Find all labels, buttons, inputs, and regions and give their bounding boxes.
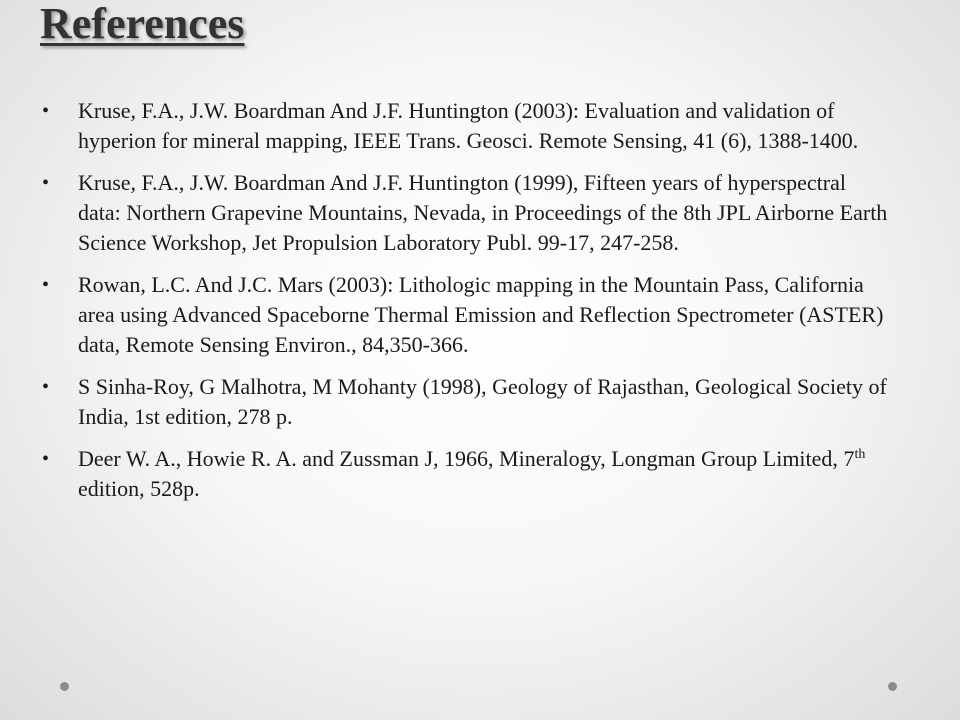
reference-item-3 <box>40 270 890 360</box>
ordinal-superscript: th <box>854 447 866 462</box>
bullet-icon: • <box>42 376 50 398</box>
reference-text <box>78 446 865 501</box>
reference-item-2 <box>40 168 890 258</box>
reference-item-4 <box>40 372 890 432</box>
slide-title: References <box>40 0 245 48</box>
reference-item-5 <box>40 444 890 504</box>
reference-text: Rowan, L.C. And J.C. Mars (2003): Lithologic mapping in the Mountain Pass, California area using Advanced Spaceborne Thermal Emission and Reflection Spectrometer (ASTER) data, Remote Sensing Environ., 84,350-366. <box>78 272 884 357</box>
reference-text: Kruse, F.A., J.W. Boardman And J.F. Huntington (2003): Evaluation and validation of hyperion for mineral mapping, IEEE Trans. Geosci. Remote Sensing, 41 (6), 1388-1400. <box>78 98 859 153</box>
reference-text: S Sinha-Roy, G Malhotra, M Mohanty (1998), Geology of Rajasthan, Geological Society of India, 1st edition, 278 p. <box>78 374 887 429</box>
bullet-icon: • <box>42 448 50 470</box>
reference-text: Kruse, F.A., J.W. Boardman And J.F. Huntington (1999), Fifteen years of hyperspectral data: Northern Grapevine Mountains, Nevada, in Proceedings of the 8th JPL Airborne Earth Science Workshop, Jet Propulsion Laboratory Publ. 99-17, 247-258. <box>78 170 888 255</box>
reference-item-1 <box>40 96 890 156</box>
reference-text-tail: edition, 528p. <box>78 476 200 501</box>
reference-text-main: Deer W. A., Howie R. A. and Zussman J, 1966, Mineralogy, Longman Group Limited, 7 <box>78 446 855 471</box>
bullet-icon: • <box>42 274 50 296</box>
reference-list <box>40 96 890 516</box>
decorative-dot-right-icon <box>888 682 897 691</box>
bullet-icon: • <box>42 172 50 194</box>
decorative-dot-left-icon <box>60 682 69 691</box>
bullet-icon: • <box>42 100 50 122</box>
